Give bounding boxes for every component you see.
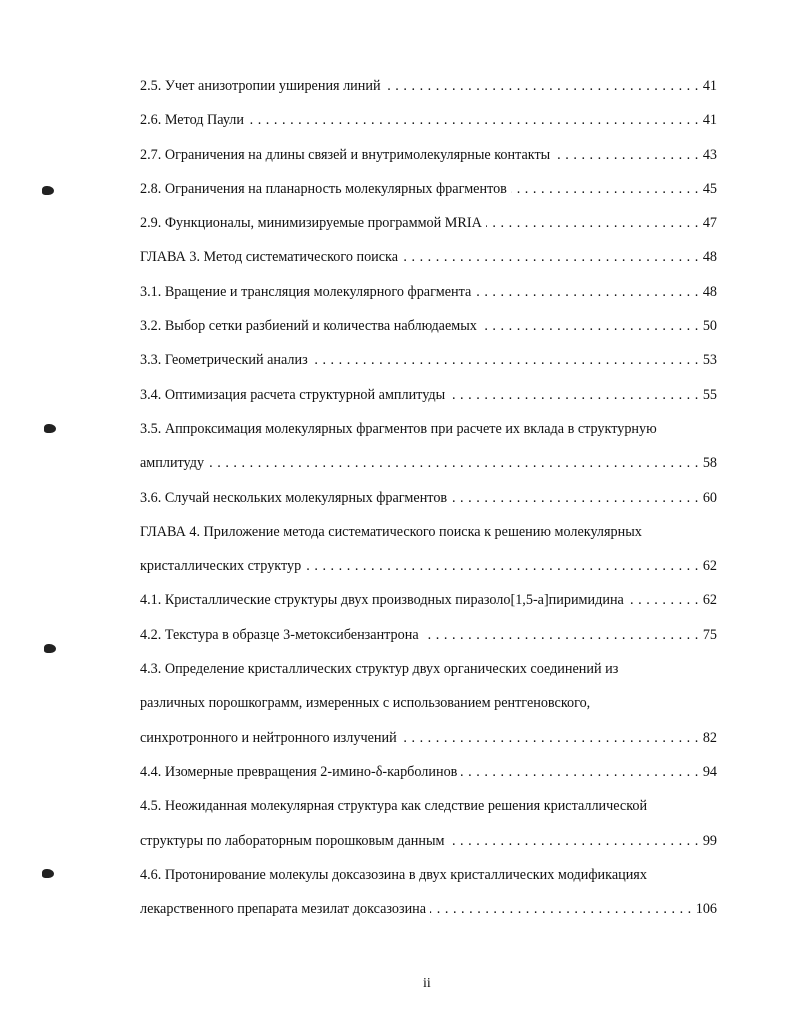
toc-page-number: 41 (702, 78, 717, 94)
toc-entry-title: кристаллических структур (140, 558, 302, 575)
leader-dots (208, 453, 699, 473)
toc-entry-title: 3.4. Оптимизация расчета структурной амплитуды (140, 386, 446, 403)
toc-entry-title: 3.1. Вращение и трансляция молекулярного фрагмента (140, 283, 472, 300)
scan-artifact-mark (42, 869, 54, 878)
leader-dots (430, 899, 692, 919)
toc-entry-title: 2.6. Метод Паули (140, 112, 244, 129)
toc-page-number: 94 (702, 763, 717, 780)
toc-entry-title: 3.6. Случай нескольких молекулярных фрагментов (140, 489, 448, 506)
toc-entry (140, 316, 717, 350)
toc-entry-title: 4.2. Текстура в образце 3-метоксибензантрона (140, 626, 419, 643)
leader-dots (423, 625, 699, 645)
toc-line (140, 76, 717, 110)
leader-dots (248, 110, 699, 130)
leader-dots (449, 385, 699, 405)
leader-dots (486, 213, 699, 233)
leader-dots (461, 762, 698, 782)
toc-line (140, 350, 717, 384)
toc-entry-title: синхротронного и нейтронного излучений (140, 729, 397, 746)
leader-dots (554, 145, 699, 165)
toc-line (140, 488, 717, 522)
leader-dots (401, 728, 699, 748)
toc-entry-title: структуры по лабораторным порошковым данным (140, 832, 445, 849)
toc-entry (140, 762, 717, 796)
page-number: ii (423, 976, 431, 991)
toc-page-number: 60 (702, 489, 717, 506)
toc-entry (140, 419, 717, 488)
toc-entry (140, 145, 717, 179)
toc-entry-title: 2.9. Функционалы, минимизируемые программой MRIA (140, 215, 482, 232)
table-of-contents (140, 76, 717, 933)
leader-dots (385, 76, 699, 96)
toc-page-number: 58 (702, 455, 717, 472)
toc-page-number: 43 (702, 146, 717, 163)
leader-dots (402, 247, 699, 267)
toc-entry-title: 2.8. Ограничения на планарность молекулярных фрагментов (140, 180, 507, 197)
toc-page-number: 41 (702, 112, 717, 129)
toc-page-number: 75 (702, 626, 717, 643)
toc-page-number: 50 (702, 318, 717, 335)
scan-artifact-mark (44, 644, 56, 653)
toc-line (140, 385, 717, 419)
toc-line (140, 282, 717, 316)
toc-page-number: 48 (702, 283, 717, 300)
toc-entry-title: ГЛАВА 3. Метод систематического поиска (140, 249, 399, 266)
toc-entry (140, 488, 717, 522)
toc-line (140, 453, 717, 487)
toc-entry-title: 4.4. Изомерные превращения 2-имино-δ-карболинов (140, 763, 458, 780)
toc-entry (140, 796, 717, 865)
toc-page-number: 48 (702, 249, 717, 266)
toc-entry-title: 4.6. Протонирование молекулы доксазозина в двух кристаллических модификациях (140, 866, 647, 883)
toc-entry-title: 3.2. Выбор сетки разбиений и количества наблюдаемых (140, 318, 477, 335)
toc-entry-title: 4.3. Определение кристаллических структур двух органических соединений из (140, 661, 619, 678)
toc-entry (140, 247, 717, 281)
toc-page-number: 53 (702, 352, 717, 369)
toc-entry-title: 3.5. Аппроксимация молекулярных фрагментов при расчете их вклада в структурную (140, 420, 657, 437)
toc-page-number: 45 (702, 180, 717, 197)
toc-entry (140, 590, 717, 624)
leader-dots (511, 179, 699, 199)
toc-line (140, 110, 717, 144)
toc-line (140, 145, 717, 179)
toc-line (140, 590, 717, 624)
toc-page-number: 55 (702, 386, 717, 403)
toc-entry (140, 659, 717, 762)
toc-line (140, 693, 717, 727)
leader-dots (448, 831, 698, 851)
toc-entry (140, 110, 717, 144)
leader-dots (305, 556, 699, 576)
toc-entry-title: различных порошкограмм, измеренных с использованием рентгеновского, (140, 695, 591, 712)
toc-line (140, 865, 717, 899)
toc-entry (140, 385, 717, 419)
toc-line (140, 316, 717, 350)
leader-dots (481, 316, 699, 336)
toc-line (140, 831, 717, 865)
toc-page-number: 99 (702, 832, 717, 849)
toc-entry-title: 4.1. Кристаллические структуры двух производных пиразоло[1,5-a]пиримидина (140, 592, 624, 609)
leader-dots (475, 282, 699, 302)
leader-dots (451, 488, 699, 508)
toc-line (140, 247, 717, 281)
toc-entry-title: лекарственного препарата мезилат доксазозина (140, 901, 427, 918)
toc-entry (140, 213, 717, 247)
toc-line (140, 659, 717, 693)
toc-page-number: 106 (695, 901, 717, 918)
toc-page-number: 82 (702, 729, 717, 746)
toc-entry (140, 625, 717, 659)
toc-entry-title: 2.5. Учет анизотропии уширения линий (140, 78, 381, 94)
toc-line (140, 728, 717, 762)
leader-dots (312, 350, 699, 370)
toc-line (140, 213, 717, 247)
leader-dots (628, 590, 699, 610)
toc-entry (140, 179, 717, 213)
scan-artifact-mark (44, 424, 56, 433)
toc-line (140, 522, 717, 556)
toc-entry-title: 3.3. Геометрический анализ (140, 352, 308, 369)
toc-entry (140, 865, 717, 934)
toc-page-number: 62 (702, 558, 717, 575)
scan-artifact-mark (42, 186, 54, 195)
toc-page-number: 62 (702, 592, 717, 609)
toc-entry (140, 350, 717, 384)
toc-entry-title: амплитуду (140, 455, 205, 472)
toc-entry (140, 282, 717, 316)
toc-line (140, 796, 717, 830)
toc-page-number: 47 (702, 215, 717, 232)
toc-entry (140, 76, 717, 110)
toc-entry-title: 2.7. Ограничения на длины связей и внутримолекулярные контакты (140, 146, 551, 163)
toc-entry-title: ГЛАВА 4. Приложение метода систематического поиска к решению молекулярных (140, 523, 642, 540)
toc-line (140, 179, 717, 213)
toc-entry (140, 522, 717, 591)
toc-line (140, 899, 717, 933)
toc-line (140, 625, 717, 659)
toc-line (140, 556, 717, 590)
toc-entry-title: 4.5. Неожиданная молекулярная структура как следствие решения кристаллической (140, 798, 648, 815)
toc-line (140, 762, 717, 796)
toc-line (140, 419, 717, 453)
